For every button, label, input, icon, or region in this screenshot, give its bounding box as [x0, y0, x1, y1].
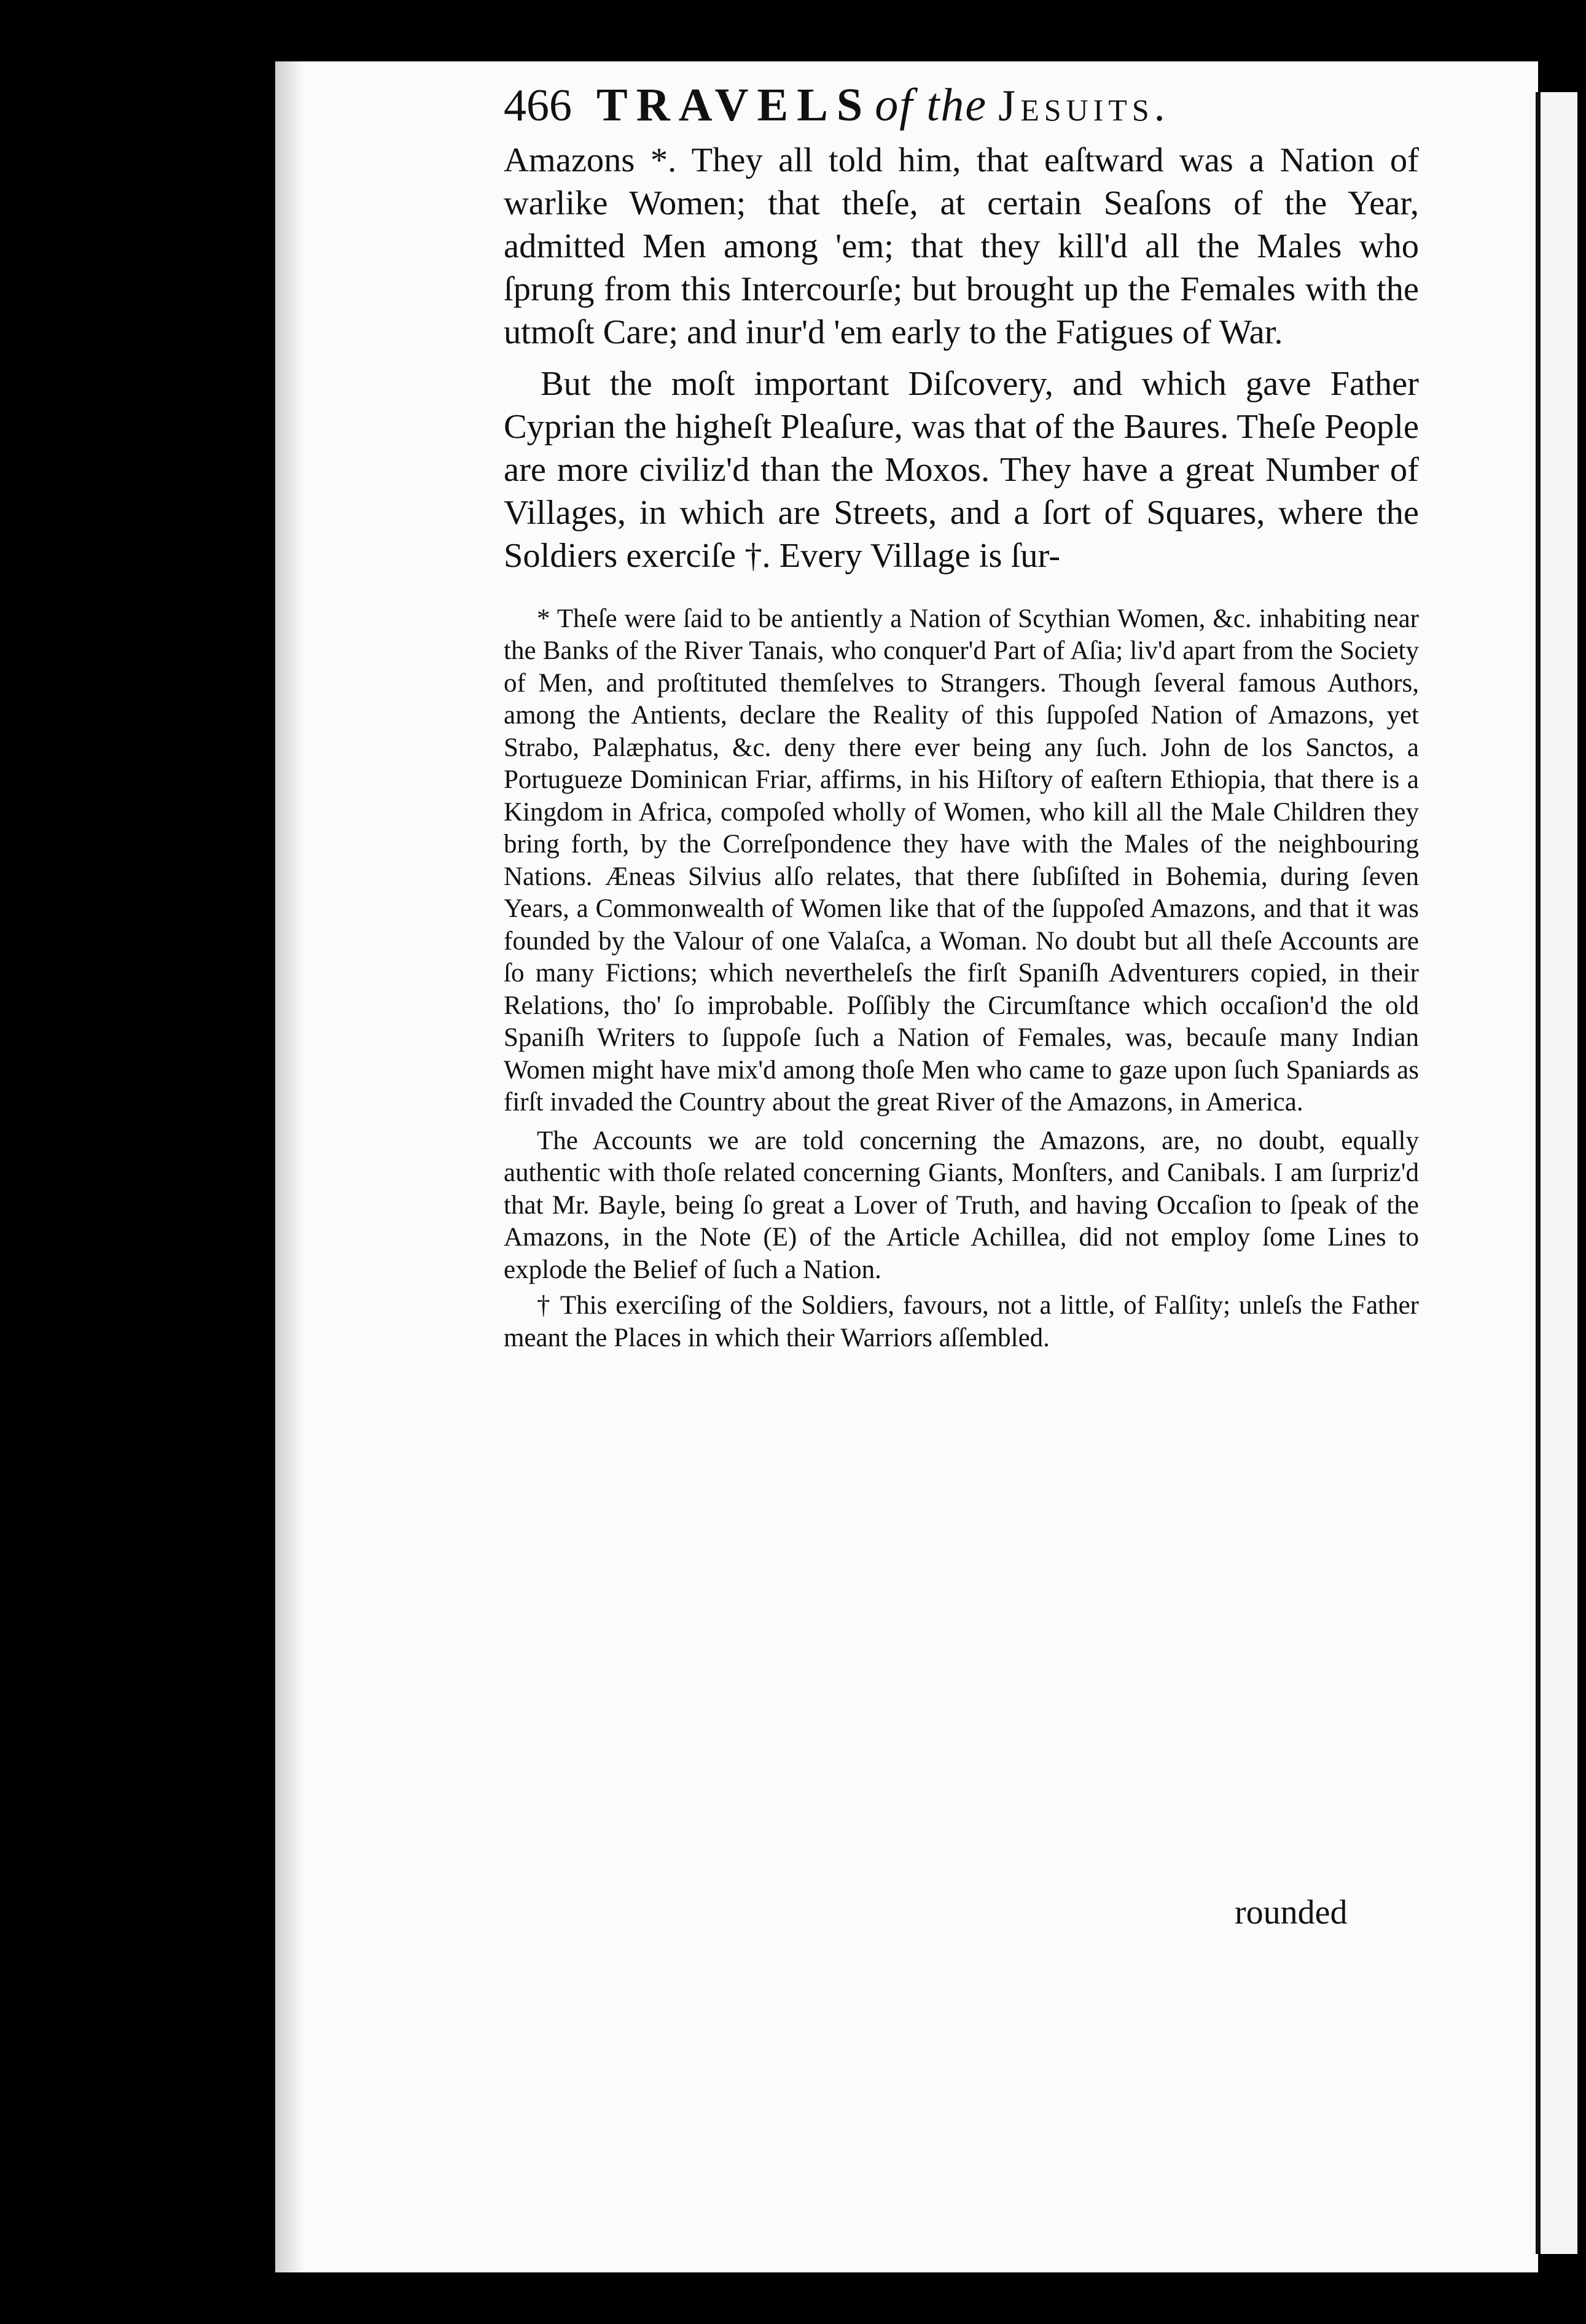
page-content	[504, 80, 1419, 1354]
body-paragraph-1: Amazons *. They all told him, that eaſtward was a Nation of warlike Women; that theſe, at certain Seaſons of the Year, admitted Men among 'em; that they kill'd all the Males who ſprung from this Intercourſe; but brought up the Females with the utmoſt Care; and inur'd 'em early to the Fatigues of War.	[504, 141, 1419, 351]
footnote-asterisk-continued: The Accounts we are told concerning the Amazons, are, no doubt, equally authentic with thoſe related concerning Giants, Monſters, and Canibals. I am ſurpriz'd that Mr. Bayle, being ſo great a Lover of Truth, and having Occaſion to ſpeak of the Amazons, in the Note (E) of the Article Achillea, did not employ ſome Lines to explode the Belief of ſuch a Nation.	[504, 1126, 1419, 1284]
gutter-shadow	[275, 61, 305, 2272]
running-title-main: TRAVELS	[596, 79, 872, 131]
catchword: rounded	[1235, 1893, 1348, 1932]
main-text	[504, 139, 1419, 577]
running-title-connector: of the	[875, 79, 988, 131]
facing-page-edge	[1536, 92, 1577, 2254]
running-head	[504, 80, 1419, 131]
footnote-asterisk: * Theſe were ſaid to be antiently a Nation of Scythian Women, &c. inhabiting near the Banks of the River Tanais, who conquer'd Part of Aſia; liv'd apart from the Society of Men, and proſtituted themſelves to Strangers. Though ſeveral famous Authors, among the Antients, declare the Reality of this ſuppoſed Nation of Amazons, yet Strabo, Palæphatus, &c. deny there ever being any ſuch. John de los Sanctos, a Portugueze Dominican Friar, affirms, in his Hiſtory of eaſtern Ethiopia, that there is a Kingdom in Africa, compoſed wholly of Women, who kill all the Male Children they bring forth, by the Correſpondence they have with the Males of the neighbouring Nations. Æneas Silvius alſo relates, that there ſubſiſted in Bohemia, during ſeven Years, a Commonwealth of Women like that of the ſuppoſed Amazons, and that it was founded by the Valour of one Valaſca, a Woman. No doubt but all theſe Accounts are ſo many Fictions; which nevertheleſs the firſt Spaniſh Adventurers copied, in their Relations, tho' ſo improbable. Poſſibly the Circumſtance which occaſion'd the old Spaniſh Writers to ſuppoſe ſuch a Nation of Females, was, becauſe many Indian Women might have mix'd among thoſe Men who came to gaze upon ſuch Spaniards as firſt invaded the Country about the great River of the Amazons, in America.	[504, 604, 1419, 1117]
footnote-dagger: † This exerciſing of the Soldiers, favours, not a little, of Falſity; unleſs the Father meant the Places in which their Warriors aſſembled.	[504, 1291, 1419, 1352]
page-number: 466	[504, 80, 572, 131]
footnotes	[504, 603, 1419, 1355]
body-paragraph-2: But the moſt important Diſcovery, and which gave Father Cyprian the higheſt Pleaſure, was that of the Baures. Theſe People are more civiliz'd than the Moxos. They have a great Number of Villages, in which are Streets, and a ſort of Squares, where the Soldiers exerciſe †. Every Village is ſur-	[504, 364, 1419, 575]
running-title-end: Jesuits.	[998, 81, 1170, 130]
